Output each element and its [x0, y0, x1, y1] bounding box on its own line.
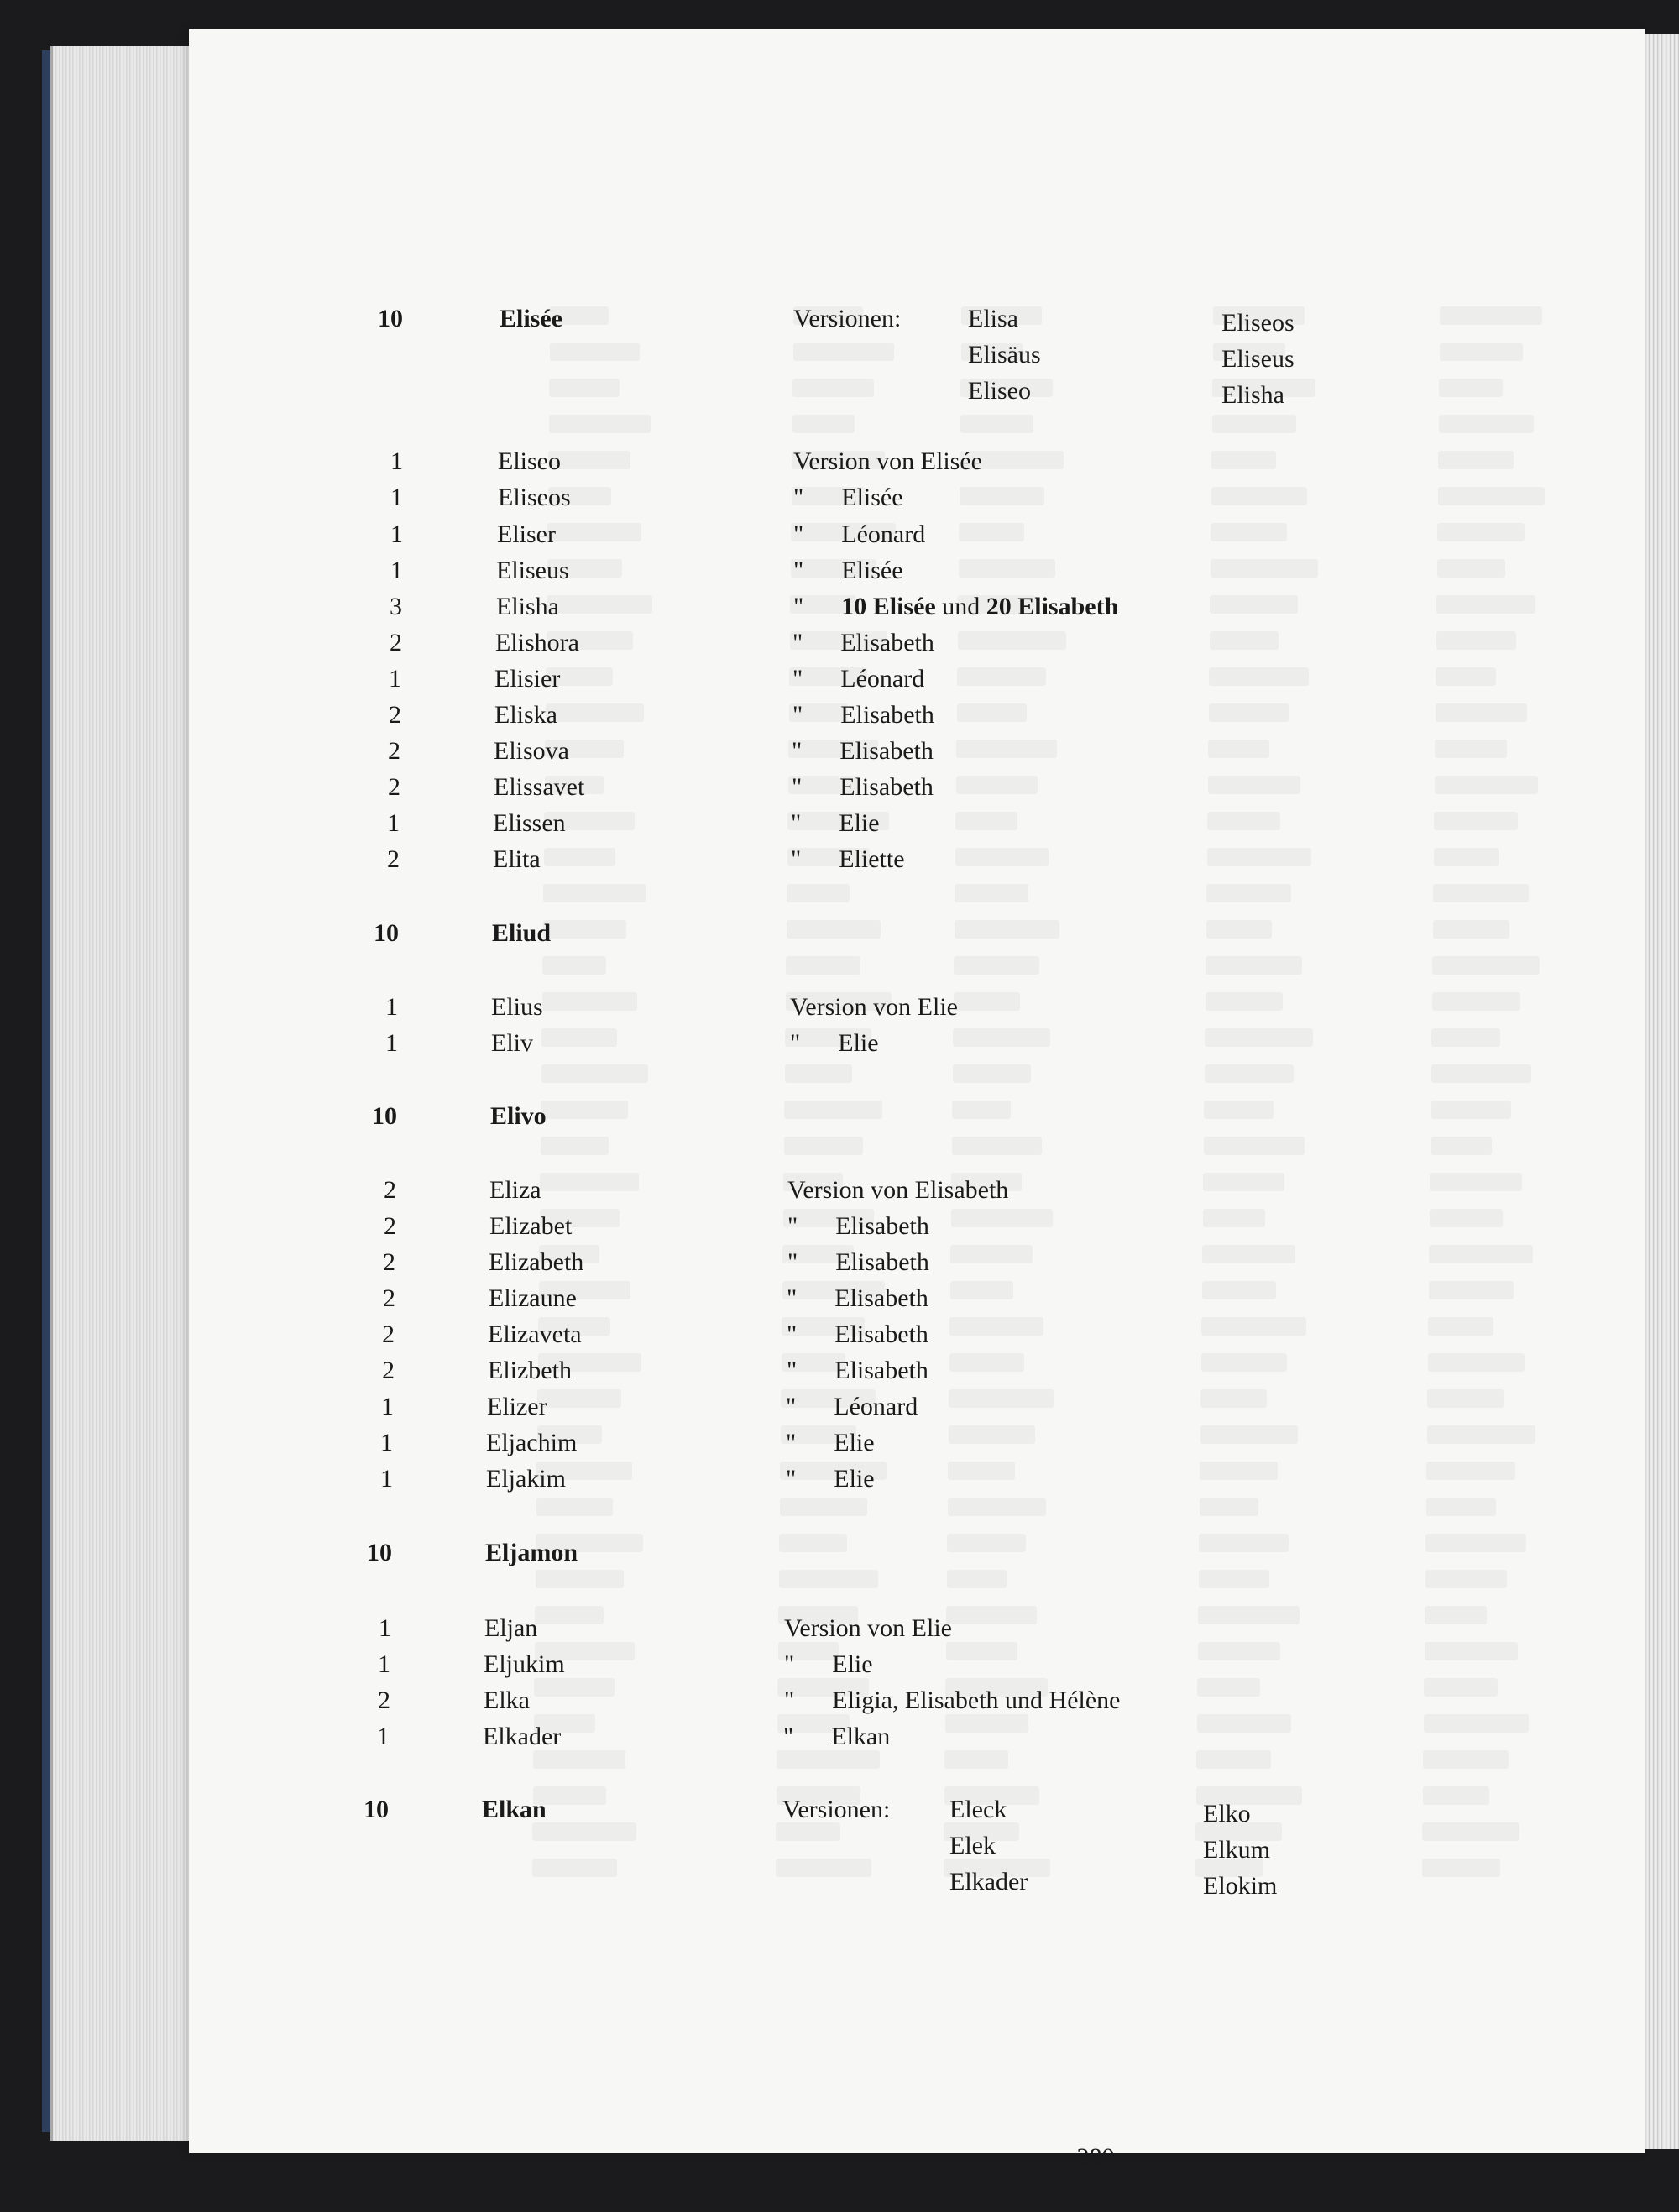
entry-note: " 10 Elisée und 20 Elisabeth — [793, 593, 1119, 620]
ghost-mark — [777, 1750, 880, 1769]
ghost-mark — [1438, 487, 1545, 505]
ghost-mark — [949, 1353, 1024, 1372]
entry-name: Elisée — [500, 305, 562, 332]
entry-note: " Elisabeth — [787, 1284, 928, 1312]
ghost-mark — [1428, 1353, 1525, 1372]
ghost-mark — [950, 1281, 1013, 1299]
ghost-mark — [1436, 667, 1496, 686]
version-name: Elkum — [1203, 1836, 1270, 1864]
entry-count: 2 — [389, 701, 401, 729]
entry-count: 10 — [367, 1539, 392, 1566]
ghost-mark — [1436, 703, 1527, 722]
ghost-mark — [1200, 1462, 1278, 1480]
entry-count: 2 — [388, 737, 400, 765]
ghost-mark — [787, 884, 850, 902]
ghost-mark — [1207, 848, 1311, 866]
ghost-mark — [955, 920, 1059, 939]
version-name: Elisha — [1221, 381, 1284, 409]
ghost-mark — [955, 884, 1028, 902]
ghost-mark — [948, 1498, 1046, 1516]
book-page — [189, 29, 1645, 2171]
ghost-mark — [543, 920, 626, 939]
ghost-mark — [786, 956, 860, 975]
entry-name: Elishora — [495, 629, 579, 656]
ghost-mark — [793, 343, 894, 361]
ghost-mark — [1422, 1822, 1519, 1841]
ghost-mark — [954, 956, 1039, 975]
ghost-mark — [535, 1606, 604, 1624]
ghost-mark — [960, 487, 1044, 505]
ghost-mark — [946, 1606, 1037, 1624]
entry-name: Elizbeth — [488, 1357, 572, 1384]
entry-note: " Elisabeth — [787, 1212, 929, 1240]
ghost-mark — [1209, 703, 1289, 722]
entry-name: Eliseus — [496, 557, 569, 584]
ghost-mark — [776, 1822, 840, 1841]
entry-name: Eljamon — [485, 1539, 578, 1566]
entry-count: 1 — [378, 1650, 390, 1678]
ghost-mark — [955, 848, 1049, 866]
ghost-mark — [541, 1137, 609, 1155]
ghost-mark — [1428, 1317, 1493, 1336]
ghost-mark — [1436, 631, 1516, 650]
entry-count: 2 — [384, 1176, 396, 1204]
ghost-mark — [776, 1859, 871, 1877]
ghost-mark — [1423, 1786, 1489, 1805]
ghost-mark — [1203, 1209, 1265, 1227]
ghost-mark — [792, 379, 874, 397]
ghost-mark — [547, 523, 641, 541]
ghost-mark — [1200, 1425, 1298, 1444]
ghost-mark — [946, 1642, 1017, 1660]
entry-count: 2 — [387, 845, 400, 873]
ghost-mark — [1440, 343, 1523, 361]
entry-name: Eliv — [491, 1029, 533, 1057]
ghost-mark — [1435, 740, 1507, 758]
entry-note: " Léonard — [792, 665, 925, 693]
ghost-mark — [1433, 920, 1509, 939]
entry-count: 1 — [385, 993, 398, 1021]
ghost-mark — [550, 343, 640, 361]
ghost-mark — [1211, 487, 1307, 505]
entry-name: Elka — [484, 1686, 530, 1714]
ghost-mark — [1210, 595, 1298, 614]
ghost-mark — [785, 1064, 852, 1083]
ghost-mark — [779, 1534, 847, 1552]
entry-name: Elivo — [490, 1102, 547, 1130]
ghost-mark — [544, 848, 615, 866]
ghost-mark — [542, 956, 606, 975]
ghost-mark — [1211, 451, 1276, 469]
entry-count: 1 — [380, 1465, 393, 1493]
ghost-mark — [546, 703, 644, 722]
ghost-mark — [534, 1678, 615, 1697]
ghost-mark — [536, 1570, 624, 1588]
ghost-mark — [1201, 1353, 1287, 1372]
entry-count: 10 — [374, 919, 399, 947]
ghost-mark — [952, 1137, 1042, 1155]
version-name: Elisäus — [968, 341, 1041, 369]
entry-note: " Léonard — [786, 1393, 918, 1420]
ghost-mark — [1439, 379, 1503, 397]
entry-note: " Elie — [786, 1465, 875, 1493]
ghost-mark — [549, 415, 651, 433]
entry-name: Eliud — [492, 919, 552, 947]
ghost-mark — [953, 1064, 1031, 1083]
entry-name: Eliseos — [498, 484, 571, 511]
entry-count: 10 — [364, 1796, 389, 1823]
entry-count: 1 — [390, 520, 403, 548]
entry-name: Elizaune — [489, 1284, 577, 1312]
entry-count: 1 — [385, 1029, 398, 1057]
entry-name: Elizer — [487, 1393, 547, 1420]
ghost-mark — [779, 1570, 878, 1588]
ghost-mark — [949, 1317, 1043, 1336]
ghost-mark — [1197, 1678, 1260, 1697]
ghost-mark — [1203, 1173, 1284, 1191]
entry-note: " Elisabeth — [792, 773, 934, 801]
ghost-mark — [1426, 1462, 1515, 1480]
ghost-mark — [1205, 1028, 1313, 1047]
ghost-mark — [960, 415, 1033, 433]
entry-note: Versionen: — [793, 305, 902, 332]
ghost-mark — [1434, 812, 1518, 830]
ghost-mark — [1199, 1534, 1289, 1552]
ghost-mark — [1436, 595, 1535, 614]
entry-note: Versionen: — [782, 1796, 891, 1823]
ghost-mark — [944, 1750, 1008, 1769]
entry-note: " Elisée — [793, 484, 903, 511]
ghost-mark — [1433, 884, 1529, 902]
entry-name: Elissen — [493, 809, 566, 837]
ghost-mark — [957, 667, 1046, 686]
ghost-mark — [780, 1498, 867, 1516]
ghost-mark — [1209, 667, 1309, 686]
entry-count: 2 — [384, 1212, 396, 1240]
ghost-mark — [1431, 1028, 1500, 1047]
ghost-mark — [947, 1534, 1026, 1552]
ghost-mark — [1429, 1245, 1533, 1263]
entry-note: " Elisabeth — [787, 1320, 928, 1348]
ghost-mark — [1206, 992, 1283, 1011]
entry-name: Elizabeth — [489, 1248, 584, 1276]
entry-count: 1 — [380, 1429, 393, 1456]
entry-count: 1 — [377, 1723, 390, 1750]
ghost-mark — [952, 1101, 1011, 1119]
ghost-mark — [537, 1389, 621, 1408]
ghost-mark — [1200, 1498, 1258, 1516]
entry-note: " Elisabeth — [792, 629, 934, 656]
entry-count: 2 — [382, 1320, 395, 1348]
ghost-mark — [948, 1462, 1015, 1480]
ghost-mark — [1206, 884, 1291, 902]
ghost-mark — [1438, 451, 1514, 469]
ghost-mark — [1198, 1642, 1280, 1660]
ghost-mark — [1437, 523, 1525, 541]
ghost-mark — [1425, 1642, 1518, 1660]
ghost-mark — [1425, 1606, 1487, 1624]
entry-count: 10 — [372, 1102, 397, 1130]
ghost-mark — [1196, 1750, 1271, 1769]
ghost-mark — [1199, 1570, 1269, 1588]
version-name: Elisa — [968, 305, 1018, 332]
page-number: - 280 - — [1062, 2143, 1129, 2171]
entry-note: " Elie — [786, 1429, 875, 1456]
ghost-mark — [1211, 523, 1287, 541]
entry-name: Eliseo — [498, 447, 561, 475]
entry-count: 2 — [378, 1686, 390, 1714]
ghost-mark — [1435, 776, 1538, 794]
ghost-mark — [1431, 1101, 1511, 1119]
entry-note: Version von Elie — [790, 993, 958, 1021]
ghost-mark — [532, 1859, 617, 1877]
ghost-mark — [536, 1498, 613, 1516]
ghost-mark — [784, 1101, 882, 1119]
ghost-mark — [1422, 1859, 1500, 1877]
ghost-mark — [1206, 956, 1302, 975]
entry-name: Elizaveta — [488, 1320, 582, 1348]
entry-count: 2 — [388, 773, 400, 801]
ghost-mark — [1437, 559, 1505, 578]
entry-note: " Elisabeth — [792, 737, 934, 765]
ghost-mark — [1208, 776, 1300, 794]
ghost-mark — [947, 1570, 1007, 1588]
ghost-mark — [955, 812, 1017, 830]
ghost-mark — [1429, 1281, 1514, 1299]
ghost-mark — [532, 1822, 636, 1841]
entry-name: Elissavet — [494, 773, 585, 801]
ghost-mark — [1212, 415, 1296, 433]
entry-note: " Eliette — [791, 845, 905, 873]
ghost-mark — [1432, 956, 1540, 975]
entry-name: Elisha — [496, 593, 559, 620]
ghost-mark — [1424, 1678, 1498, 1697]
version-name: Elkader — [949, 1868, 1028, 1896]
ghost-mark — [959, 559, 1055, 578]
version-name: Eliseos — [1221, 309, 1295, 337]
ghost-mark — [1201, 1317, 1306, 1336]
ghost-mark — [1204, 1101, 1274, 1119]
ghost-mark — [950, 1245, 1033, 1263]
ghost-mark — [1434, 848, 1499, 866]
ghost-mark — [1432, 992, 1520, 1011]
entry-note: " Elie — [784, 1650, 873, 1678]
ghost-mark — [956, 740, 1057, 758]
ghost-mark — [543, 884, 646, 902]
entry-count: 1 — [387, 809, 400, 837]
entry-count: 1 — [390, 557, 403, 584]
ghost-mark — [1430, 1173, 1522, 1191]
entry-note: " Elie — [791, 809, 880, 837]
version-name: Elko — [1203, 1800, 1251, 1828]
ghost-mark — [954, 992, 1020, 1011]
ghost-mark — [1439, 415, 1534, 433]
entry-count: 1 — [390, 447, 403, 475]
ghost-mark — [1202, 1281, 1276, 1299]
entry-note: " Elisée — [793, 557, 903, 584]
ghost-mark — [1424, 1714, 1529, 1733]
ghost-mark — [1211, 559, 1318, 578]
ghost-mark — [949, 1389, 1054, 1408]
ghost-mark — [956, 776, 1038, 794]
entry-count: 1 — [381, 1393, 394, 1420]
entry-note: Version von Elisée — [793, 447, 982, 475]
entry-note: Version von Elisabeth — [787, 1176, 1009, 1204]
entry-name: Elizabet — [489, 1212, 573, 1240]
ghost-mark — [958, 631, 1066, 650]
ghost-mark — [1427, 1425, 1535, 1444]
entry-name: Eljukim — [484, 1650, 565, 1678]
ghost-mark — [1431, 1064, 1531, 1083]
entry-count: 2 — [383, 1248, 395, 1276]
entry-count: 3 — [390, 593, 402, 620]
ghost-mark — [533, 1750, 625, 1769]
version-name: Eliseo — [968, 377, 1031, 405]
entry-name: Eljachim — [486, 1429, 578, 1456]
entry-name: Elkader — [483, 1723, 562, 1750]
ghost-mark — [1200, 1389, 1267, 1408]
version-name: Eliseus — [1221, 345, 1295, 373]
ghost-mark — [1205, 1064, 1294, 1083]
ghost-mark — [792, 415, 855, 433]
ghost-mark — [945, 1714, 1028, 1733]
entry-count: 1 — [390, 484, 403, 511]
entry-name: Eljakim — [486, 1465, 566, 1493]
ghost-mark — [541, 1101, 628, 1119]
ghost-mark — [1425, 1534, 1526, 1552]
ghost-mark — [949, 1425, 1035, 1444]
entry-note: " Eligia, Elisabeth und Hélène — [784, 1686, 1121, 1714]
ghost-mark — [1202, 1245, 1295, 1263]
entry-note: " Elie — [790, 1029, 879, 1057]
version-name: Eleck — [949, 1796, 1007, 1823]
ghost-mark — [540, 1173, 639, 1191]
ghost-mark — [957, 703, 1027, 722]
entry-count: 2 — [382, 1357, 395, 1384]
entry-name: Elisova — [494, 737, 569, 765]
ghost-mark — [1430, 1209, 1503, 1227]
entry-name: Eljan — [484, 1614, 538, 1642]
entry-name: Elita — [493, 845, 541, 873]
entry-note: Version von Elie — [784, 1614, 952, 1642]
ghost-mark — [541, 1028, 617, 1047]
entry-name: Elius — [491, 993, 543, 1021]
ghost-mark — [1427, 1389, 1504, 1408]
ghost-mark — [549, 379, 620, 397]
ghost-mark — [787, 920, 881, 939]
entry-note: " Elkan — [783, 1723, 891, 1750]
entry-name: Elisier — [494, 665, 561, 693]
ghost-mark — [959, 523, 1024, 541]
entry-name: Eliska — [494, 701, 557, 729]
ghost-mark — [1198, 1606, 1300, 1624]
entry-count: 2 — [390, 629, 402, 656]
ghost-mark — [541, 1064, 648, 1083]
ghost-mark — [547, 595, 652, 614]
ghost-mark — [1210, 631, 1279, 650]
ghost-mark — [1425, 1570, 1507, 1588]
ghost-mark — [1423, 1750, 1509, 1769]
version-name: Elek — [949, 1832, 996, 1859]
entry-name: Eliser — [497, 520, 556, 548]
ghost-mark — [1206, 920, 1272, 939]
ghost-mark — [1440, 306, 1542, 325]
ghost-mark — [953, 1028, 1050, 1047]
ghost-mark — [1207, 812, 1280, 830]
ghost-mark — [1197, 1714, 1291, 1733]
ghost-mark — [1431, 1137, 1492, 1155]
entry-count: 10 — [378, 305, 403, 332]
entry-note: " Elisabeth — [787, 1357, 928, 1384]
ghost-mark — [784, 1137, 863, 1155]
entry-count: 1 — [379, 1614, 391, 1642]
ghost-mark — [951, 1209, 1053, 1227]
version-name: Elokim — [1203, 1872, 1278, 1900]
entry-count: 1 — [389, 665, 401, 693]
ghost-mark — [1204, 1137, 1305, 1155]
ghost-mark — [1208, 740, 1269, 758]
entry-note: " Léonard — [793, 520, 926, 548]
ghost-mark — [542, 992, 637, 1011]
entry-note: " Elisabeth — [792, 701, 934, 729]
entry-name: Elkan — [482, 1796, 547, 1823]
ghost-mark — [1426, 1498, 1496, 1516]
entry-note: " Elisabeth — [787, 1248, 929, 1276]
entry-count: 2 — [383, 1284, 395, 1312]
entry-name: Eliza — [489, 1176, 541, 1204]
